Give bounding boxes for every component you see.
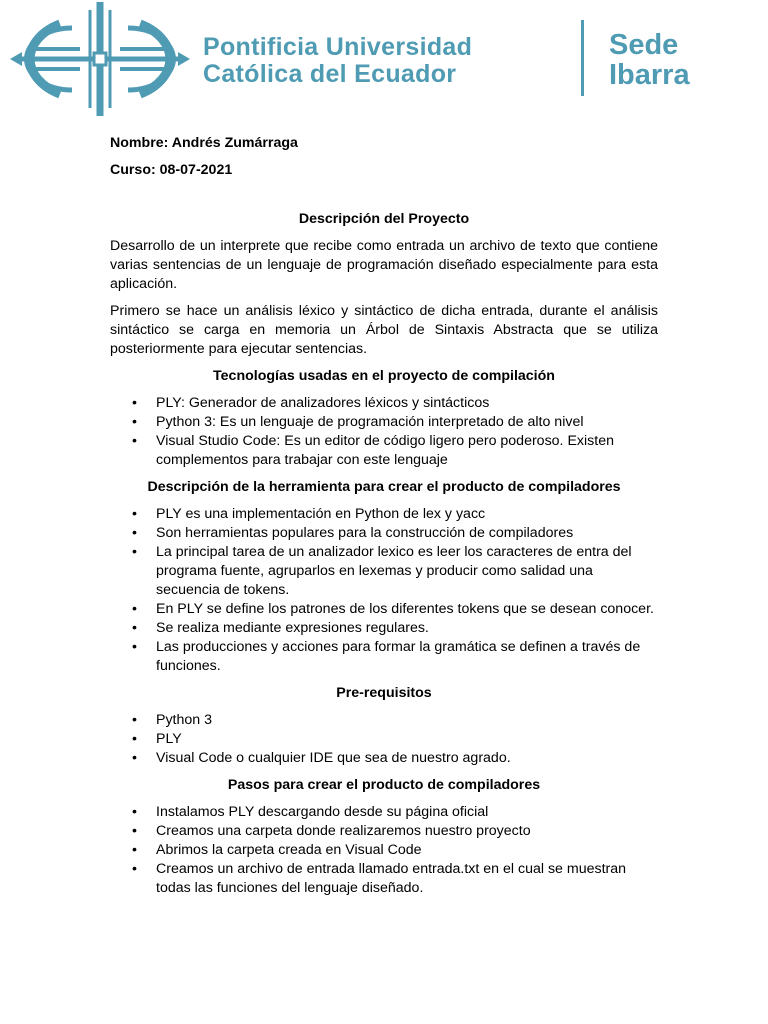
course-date: Curso: 08-07-2021 [110, 162, 233, 178]
list-item: • Se realiza mediante expresiones regulares. [156, 619, 658, 638]
document-header [0, 0, 768, 120]
section-title-descripcion: Descripción del Proyecto [298, 211, 470, 227]
student-name: Nombre: Andrés Zumárraga [110, 135, 298, 151]
list-item: • Instalamos PLY descargando desde su página oficial [156, 803, 658, 822]
section-title-tecnologias: Tecnologías usadas en el proyecto de compilación [213, 368, 555, 384]
list-pasos [110, 803, 658, 898]
list-item: • Python 3 [156, 711, 658, 730]
university-emblem-icon [10, 0, 190, 118]
list-item: • Visual Code o cualquier IDE que sea de nuestro agrado. [156, 749, 658, 768]
document-body [110, 134, 658, 906]
list-item: • PLY es una implementación en Python de lex y yacc [156, 505, 658, 524]
list-item: • Python 3: Es un lenguaje de programación interpretado de alto nivel [156, 413, 658, 432]
list-item: • La principal tarea de un analizador lexico es leer los caracteres de entra del programa fuente, agruparlos en lexemas y producir como salidad una secuencia de tokens. [156, 543, 658, 600]
paragraph-descripcion-2: Primero se hace un análisis léxico y sintáctico de dicha entrada, durante el análisis sintáctico se carga en memoria un Árbol de Sintaxis Abstracta que se utiliza posteriormente para ejecutar sentencias. [110, 303, 658, 357]
section-title-herramienta: Descripción de la herramienta para crear el producto de compiladores [147, 479, 621, 495]
section-title-prerequisitos: Pre-requisitos [336, 685, 432, 701]
list-item: • Las producciones y acciones para formar la gramática se definen a través de funciones. [156, 638, 658, 676]
list-tecnologias [110, 394, 658, 470]
list-item: • PLY: Generador de analizadores léxicos y sintácticos [156, 394, 658, 413]
university-name [203, 34, 472, 88]
campus-name-line1: Sede [609, 29, 679, 61]
paragraph-descripcion-1: Desarrollo de un interprete que recibe como entrada un archivo de texto que contiene varias sentencias de un lenguaje de programación diseñado especialmente para esta aplicación. [110, 238, 658, 292]
list-item: • En PLY se define los patrones de los diferentes tokens que se desean conocer. [156, 600, 658, 619]
list-item: • Visual Studio Code: Es un editor de código ligero pero poderoso. Existen complementos para trabajar con este lenguaje [156, 432, 658, 470]
section-title-pasos: Pasos para crear el producto de compiladores [227, 777, 541, 793]
campus-name [609, 30, 690, 90]
list-prerequisitos [110, 711, 658, 768]
list-item: • Abrimos la carpeta creada en Visual Code [156, 841, 658, 860]
list-item: • Creamos un archivo de entrada llamado entrada.txt en el cual se muestran todas las funciones del lenguaje diseñado. [156, 860, 658, 898]
list-item: • PLY [156, 730, 658, 749]
list-item: • Creamos una carpeta donde realizaremos nuestro proyecto [156, 822, 658, 841]
campus-name-line2: Ibarra [609, 59, 690, 91]
university-name-line2: Católica del Ecuador [203, 60, 457, 88]
list-item: • Son herramientas populares para la construcción de compiladores [156, 524, 658, 543]
header-divider [581, 20, 584, 96]
list-herramienta [110, 505, 658, 676]
university-name-line1: Pontificia Universidad [203, 33, 473, 61]
